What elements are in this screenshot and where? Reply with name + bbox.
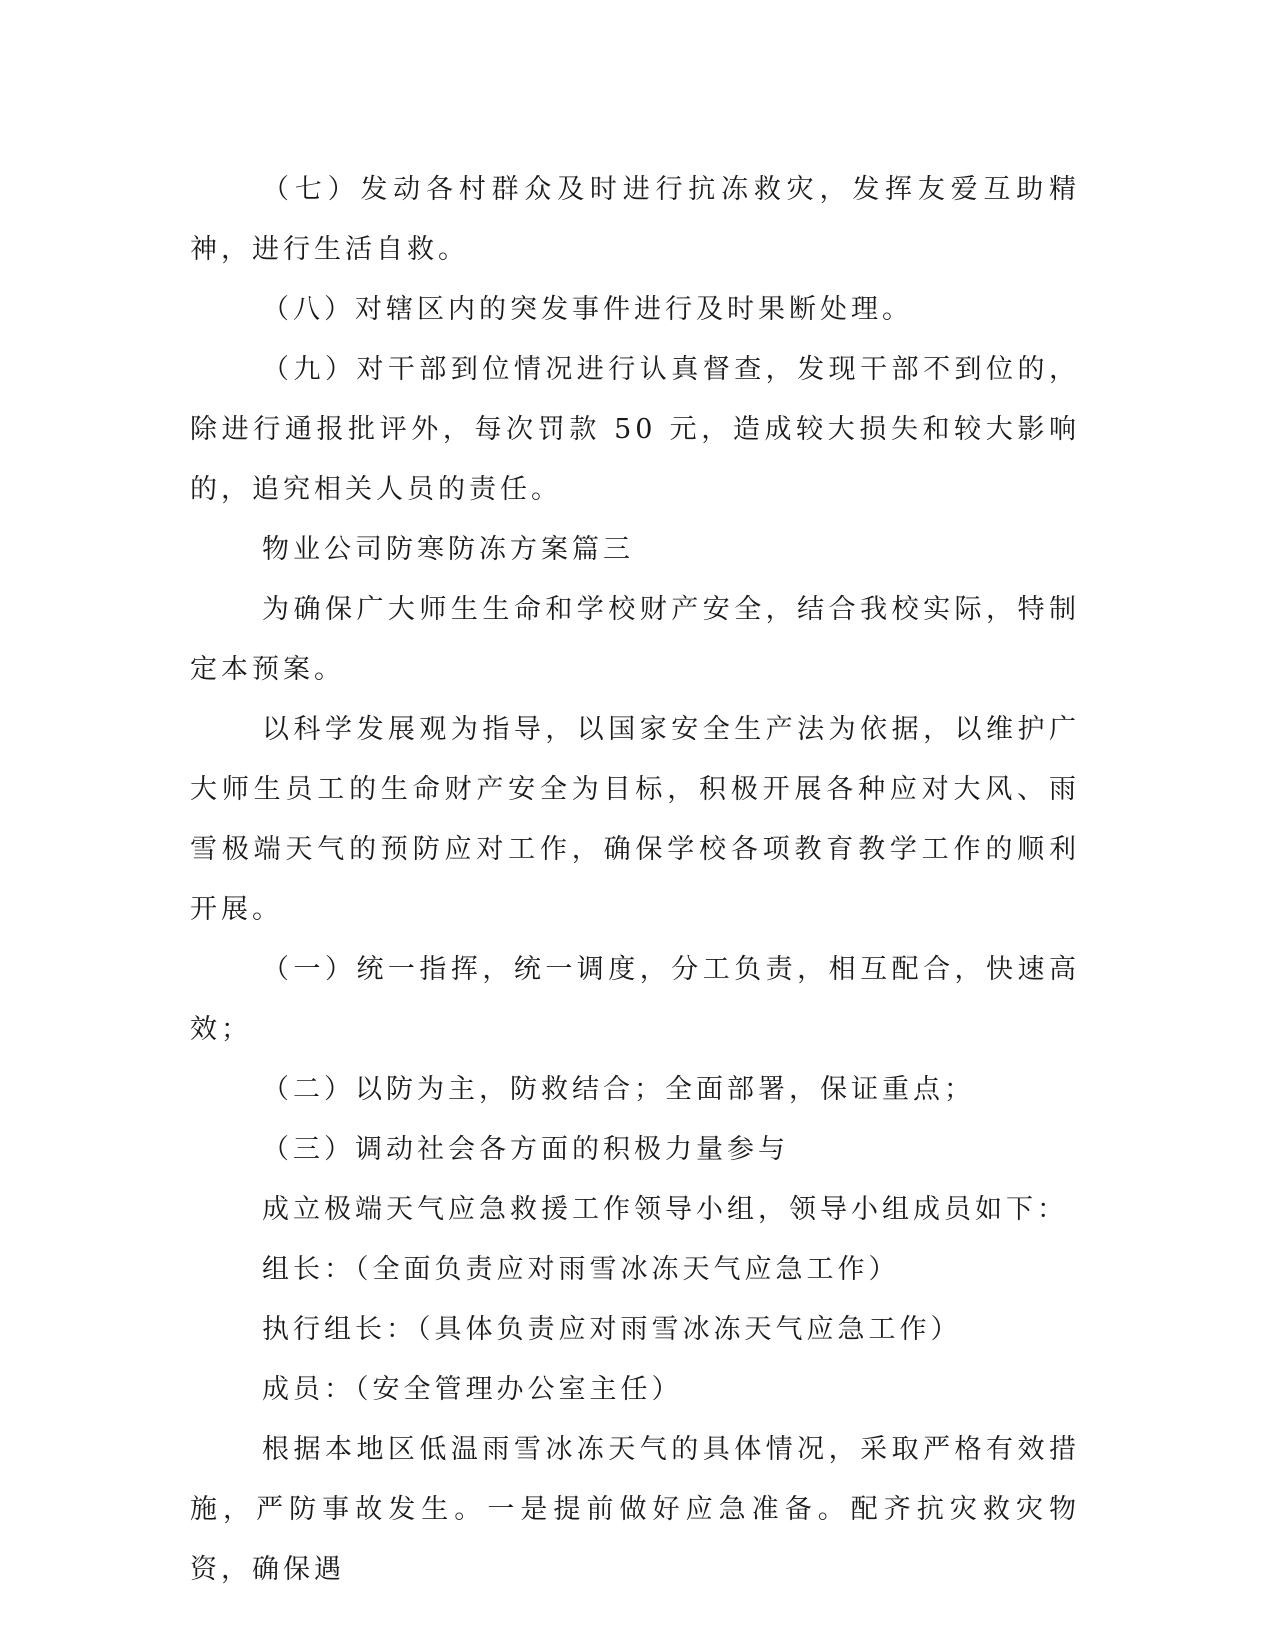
paragraph-guiding-ideology: 以科学发展观为指导，以国家安全生产法为依据，以维护广大师生员工的生命财产安全为目标，积极开展各种应对大风、雨雪极端天气的预防应对工作，确保学校各项教育教学工作的顺利开展。 xyxy=(190,714,1080,925)
paragraph-purpose: 为确保广大师生生命和学校财产安全，结合我校实际，特制定本预案。 xyxy=(190,594,1080,685)
member-staff: 成员：（安全管理办公室主任） xyxy=(262,1374,683,1405)
principle-item-1: （一）统一指挥，统一调度，分工负责，相互配合，快速高效； xyxy=(190,954,1080,1045)
member-leader: 组长：（全面负责应对雨雪冰冻天气应急工作） xyxy=(262,1254,900,1285)
paragraph-leadership-group: 成立极端天气应急救援工作领导小组，领导小组成员如下： xyxy=(262,1194,1068,1225)
member-executive-leader: 执行组长：（具体负责应对雨雪冰冻天气应急工作） xyxy=(262,1314,962,1345)
paragraph-measures: 根据本地区低温雨雪冰冻天气的具体情况，采取严格有效措施，严防事故发生。一是提前做好应急准备。配齐抗灾救灾物资，确保遇 xyxy=(190,1434,1080,1585)
document-body xyxy=(190,160,1080,1600)
section-heading: 物业公司防寒防冻方案篇三 xyxy=(262,534,634,565)
paragraph-item-7: （七）发动各村群众及时进行抗冻救灾，发挥友爱互助精神，进行生活自救。 xyxy=(190,174,1080,265)
principle-item-3: （三）调动社会各方面的积极力量参与 xyxy=(262,1134,789,1165)
paragraph-item-8: （八）对辖区内的突发事件进行及时果断处理。 xyxy=(262,294,913,325)
paragraph-item-9: （九）对干部到位情况进行认真督查，发现干部不到位的，除进行通报批评外，每次罚款 50 元，造成较大损失和较大影响的，追究相关人员的责任。 xyxy=(190,354,1080,505)
principle-item-2: （二）以防为主，防救结合；全面部署，保证重点； xyxy=(262,1074,975,1105)
